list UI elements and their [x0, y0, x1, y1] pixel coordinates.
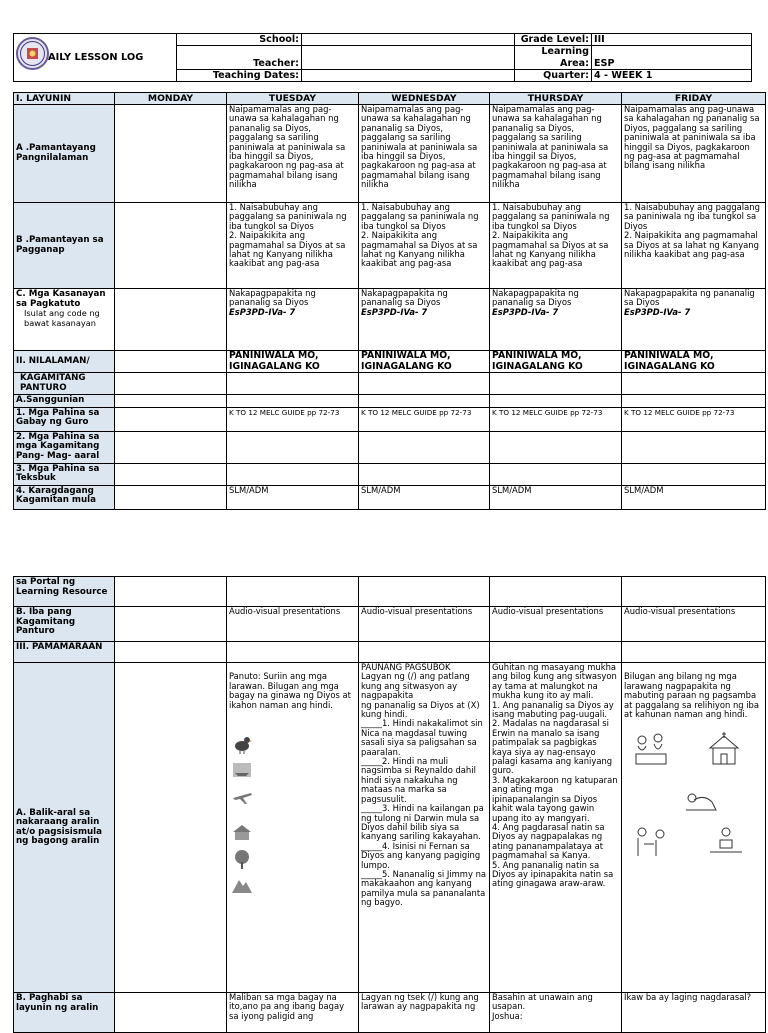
cell-empty [490, 577, 622, 607]
kasanayan-code: EsP3PD-IVa- 7 [229, 306, 296, 317]
cell-empty [490, 463, 622, 485]
melc-text: K TO 12 MELC GUIDE pp 72-73 [490, 407, 622, 431]
cell-text: 1. Naisabubuhay ang paggalang sa paniniwala ng iba tungkol sa Diyos 2. Naipakikita ang pagmamahal sa Diyos at sa lahat ng Kanyang nilikha kaakibat ang pag-asa [359, 203, 490, 289]
airplane-icon [231, 786, 253, 810]
grade-level-value: III [592, 34, 752, 46]
friday-instructions: Bilugan ang bilang ng mga larawang nagpapakita ng mabuting paraan ng pagsamba at paggalang sa relihiyon ng iba at kahunan naman ang hindi. [624, 671, 760, 720]
cell-empty [115, 431, 227, 463]
cell-text: Naipamamalas ang pag-unawa sa kahalagahan ng pananalig sa Diyos, paggalang sa sariling paniniwala at paniniwala sa iba hinggil sa Diyos, pagkakaroon ng pag-asa at pagmamahal bilang isang nilikha [359, 105, 490, 203]
wednesday-paghabi: Lagyan ng tsek (/) kung ang larawan ay nagpapakita ng [359, 993, 490, 1033]
grade-level-label: Grade Level: [515, 34, 592, 46]
cell-empty [115, 642, 227, 663]
pamantayan-sa-pagganap-label: B .Pamantayan sa Pagganap [14, 203, 115, 289]
cell-empty [622, 463, 766, 485]
lesson-table [13, 92, 766, 510]
cell-empty [227, 463, 359, 485]
picture-row [229, 721, 356, 898]
kasanayan-text: Nakapagpapakita ng pananalig sa Diyos [361, 288, 448, 308]
cell-empty [622, 577, 766, 607]
iba-pang-kagamitan-label: B. Iba pang Kagamitang Panturo [14, 607, 115, 642]
praying-family-icon [632, 732, 678, 768]
teaching-dates-label: Teaching Dates: [177, 69, 302, 81]
kagamitang-panturo-label: KAGAMITANG PANTURO [14, 373, 115, 395]
cell-empty [622, 431, 766, 463]
cell-mon [115, 407, 227, 431]
cell-empty [227, 373, 359, 395]
cell-text: Naipamamalas ang pag-unawa sa kahalagahan ng pananalig sa Diyos, paggalang sa sariling paniniwala at paniniwala sa iba hinggil sa Diyos, pagkakaroon ng pag-asa at pagmamahal bilang isang nilikha [227, 105, 359, 203]
kasanayan-text: Nakapagpapakita ng pananalig sa Diyos [492, 288, 579, 308]
thursday-paghabi: Basahin at unawain ang usapan. Joshua: [490, 993, 622, 1033]
tuesday-paghabi: Maliban sa mga bagay na ito,ano pa ang ibang bagay sa iyong paligid ang [227, 993, 359, 1033]
cell-empty [227, 577, 359, 607]
av-text: Audio-visual presentations [359, 607, 490, 642]
cell-mon [115, 485, 227, 509]
monday-header: MONDAY [115, 93, 227, 105]
quarter-value: 4 - WEEK 1 [592, 69, 752, 81]
kasanayan-text: Nakapagpapakita ng pananalig sa Diyos [624, 288, 755, 308]
kasanayan-code: EsP3PD-IVa- 7 [624, 306, 691, 317]
sanggunian-label: A.Sanggunian [14, 395, 115, 408]
av-text: Audio-visual presentations [227, 607, 359, 642]
cell-empty [622, 395, 766, 408]
teaching-dates-field [302, 69, 515, 81]
kagamitang-mag-aaral-label: 2. Mga Pahina sa mga Kagamitang Pang- Mag- aaral [14, 431, 115, 463]
cell-mon [115, 993, 227, 1033]
nilalaman-text: PANINIWALA MO, IGINAGALANG KO [622, 351, 766, 373]
tree-icon [231, 848, 253, 872]
cell-text [622, 289, 766, 351]
cell-empty [490, 431, 622, 463]
nilalaman-text: PANINIWALA MO, IGINAGALANG KO [227, 351, 359, 373]
quarter-label: Quarter: [515, 69, 592, 81]
melc-text: K TO 12 MELC GUIDE pp 72-73 [227, 407, 359, 431]
house-icon [231, 821, 253, 845]
chicken-icon [231, 733, 253, 757]
learning-area-value: ESP [592, 46, 752, 70]
kasanayan-text: Nakapagpapakita ng pananalig sa Diyos [229, 288, 316, 308]
two-people-icon [630, 824, 674, 864]
slm-text: SLM/ADM [490, 485, 622, 509]
kasanayan-label [14, 289, 115, 351]
cell-text [359, 289, 490, 351]
cell-mon [115, 663, 227, 993]
kasanayan-code: EsP3PD-IVa- 7 [361, 306, 428, 317]
learning-label: Learning [515, 46, 592, 58]
karagdagang-label: 4. Karagdagang Kagamitan mula [14, 485, 115, 509]
lesson-log-title: AILY LESSON LOG [14, 34, 177, 82]
school-field [302, 34, 515, 46]
cell-empty [359, 463, 490, 485]
church-icon [704, 732, 744, 768]
tuesday-header: TUESDAY [227, 93, 359, 105]
cell-text [490, 289, 622, 351]
cell-mon [115, 203, 227, 289]
paghabi-label: B. Paghabi sa layunin ng aralin [14, 993, 115, 1033]
cell-mon [115, 607, 227, 642]
header-table [13, 33, 752, 82]
av-text: Audio-visual presentations [490, 607, 622, 642]
cell-empty [359, 395, 490, 408]
cell-empty [622, 642, 766, 663]
cell-empty [115, 463, 227, 485]
nilalaman-text: PANINIWALA MO, IGINAGALANG KO [490, 351, 622, 373]
nilalaman-label: II. NILALAMAN/ [14, 351, 115, 373]
school-label: School: [177, 34, 302, 46]
cell-empty [359, 642, 490, 663]
boat-icon [231, 759, 253, 783]
melc-text: K TO 12 MELC GUIDE pp 72-73 [359, 407, 490, 431]
cell-text: 1. Naisabubuhay ang paggalang sa paniniwala ng iba tungkol sa Diyos 2. Naipakikita ang pagmamahal sa Diyos at sa lahat ng Kanyang nilikha kaakibat ang pag-asa [227, 203, 359, 289]
kasanayan-title: C. Mga Kasanayan sa Pagkatuto [16, 289, 106, 309]
gabay-guro-label: 1. Mga Pahina sa Gabay ng Guro [14, 407, 115, 431]
pamamaraan-label: III. PAMAMARAAN [14, 642, 115, 663]
portal-label: sa Portal ng Learning Resource [14, 577, 115, 607]
balik-aral-label: A. Balik-aral sa nakaraang aralin at/o pagsisismula ng bagong aralin [14, 663, 115, 993]
teksbuk-label: 3. Mga Pahina sa Teksbuk [14, 463, 115, 485]
pamantayang-pangnilalaman-label: A .Pamantayang Pangnilalaman [14, 105, 115, 203]
cell-empty [359, 577, 490, 607]
cell-empty [227, 431, 359, 463]
cell-empty [115, 577, 227, 607]
cell-text: 1. Naisabubuhay ang paggalang sa paniniwala ng iba tungkol sa Diyos 2. Naipakikita ang pagmamahal sa Diyos at sa lahat ng Kanyang nilikha kaakibat ang pag-asa [622, 203, 766, 289]
friday-balik-aral [622, 663, 766, 993]
cell-empty [115, 395, 227, 408]
mountain-icon [231, 874, 253, 898]
cell-mon [115, 105, 227, 203]
cell-empty [490, 642, 622, 663]
teacher-label: Teacher: [177, 46, 302, 70]
slm-text: SLM/ADM [622, 485, 766, 509]
friday-header: FRIDAY [622, 93, 766, 105]
kasanayan-code: EsP3PD-IVa- 7 [492, 306, 559, 317]
bowing-person-icon [680, 780, 726, 814]
cell-mon [115, 351, 227, 373]
cell-empty [227, 642, 359, 663]
cell-empty [622, 373, 766, 395]
cell-empty [115, 373, 227, 395]
thursday-balik-aral: Guhitan ng masayang mukha ang bilog kung ang sitwasyon ay tama at malungkot na mukha kung ito ay mali. 1. Ang pananalig sa Diyos ay isang mabuting pag-uugali. 2. Madalas na nagdarasal si Erwin na manalo sa isang patimpalak sa pagbigkas kaya siya ay nag-ensayo palagi kasama ang kaniyang guro. 3. Magkakaroon ng katuparan ang ating mga ipinapanalangin sa Diyos kahit wala tayong gawin upang ito ay mangyari. 4. Ang pagdarasal natin sa Diyos ay nagpapalakas ng ating pananampalataya at pagmamahal sa Kanya. 5. Ang pananalig natin sa Diyos ay ipinapakita natin sa ating ginagawa araw-araw. [490, 663, 622, 993]
cell-text: Naipamamalas ang pag-unawa sa kahalagahan ng pananalig sa Diyos, paggalang sa sariling paniniwala at paniniwala sa iba hinggil sa Diyos, pagkakaroon ng pag-asa at pagmamahal bilang isang nilikha [622, 105, 766, 203]
tuesday-instructions: Panuto: Suriin ang mga larawan. Bilugan ang mga bagay na ginawa ng Diyos at ikahon naman ang hindi. [229, 671, 351, 710]
cell-empty [359, 373, 490, 395]
slm-text: SLM/ADM [359, 485, 490, 509]
cell-empty [490, 395, 622, 408]
lesson-table-continued [13, 576, 766, 1033]
teacher-field [302, 46, 515, 70]
thursday-header: THURSDAY [490, 93, 622, 105]
cell-text: Naipamamalas ang pag-unawa sa kahalagahan ng pananalig sa Diyos, paggalang sa sariling paniniwala at paniniwala sa iba hinggil sa Diyos, pagkakaroon ng pag-asa at pagmamahal bilang isang nilikha [490, 105, 622, 203]
cell-empty [227, 395, 359, 408]
melc-text: K TO 12 MELC GUIDE pp 72-73 [622, 407, 766, 431]
kasanayan-sub: Isulat ang code ng bawat kasanayan [24, 308, 100, 328]
cell-text [227, 289, 359, 351]
wednesday-balik-aral: PAUNANG PAGSUBOK Lagyan ng (/) ang patlang kung ang sitwasyon ay nagpapakita ng pananalig sa Diyos at (X) kung hindi. _____1. Hindi nakakalimot sin Nica na magdasal tuwing sasali siya sa paligsahan sa paaralan. _____2. Hindi na muli nagsimba si Reynaldo dahil hindi siya nakakuha ng mataas na marka sa pagsusulit. _____3. Hindi na kailangan pa ng tulong ni Darwin mula sa Diyos dahil bilib siya sa kanyang sariling kakayahan. _____4. Isinisi ni Fernan sa Diyos ang kanyang pagiging lumpo. _____5. Nananalig si Jimmy na makakaahon ang kanyang pamilya mula sa pananalanta ng bagyo. [359, 663, 490, 993]
worship-pictures [624, 732, 763, 872]
friday-paghabi: Ikaw ba ay laging nagdarasal? [622, 993, 766, 1033]
slm-text: SLM/ADM [227, 485, 359, 509]
av-text: Audio-visual presentations [622, 607, 766, 642]
praying-child-icon [704, 824, 748, 860]
cell-mon [115, 289, 227, 351]
cell-empty [359, 431, 490, 463]
nilalaman-text: PANINIWALA MO, IGINAGALANG KO [359, 351, 490, 373]
wednesday-header: WEDNESDAY [359, 93, 490, 105]
cell-text: 1. Naisabubuhay ang paggalang sa paniniwala ng iba tungkol sa Diyos 2. Naipakikita ang pagmamahal sa Diyos at sa lahat ng Kanyang nilikha kaakibat ang pag-asa [490, 203, 622, 289]
layunin-header: I. LAYUNIN [14, 93, 115, 105]
tuesday-balik-aral [227, 663, 359, 993]
area-label: Area: [515, 58, 592, 70]
cell-empty [490, 373, 622, 395]
